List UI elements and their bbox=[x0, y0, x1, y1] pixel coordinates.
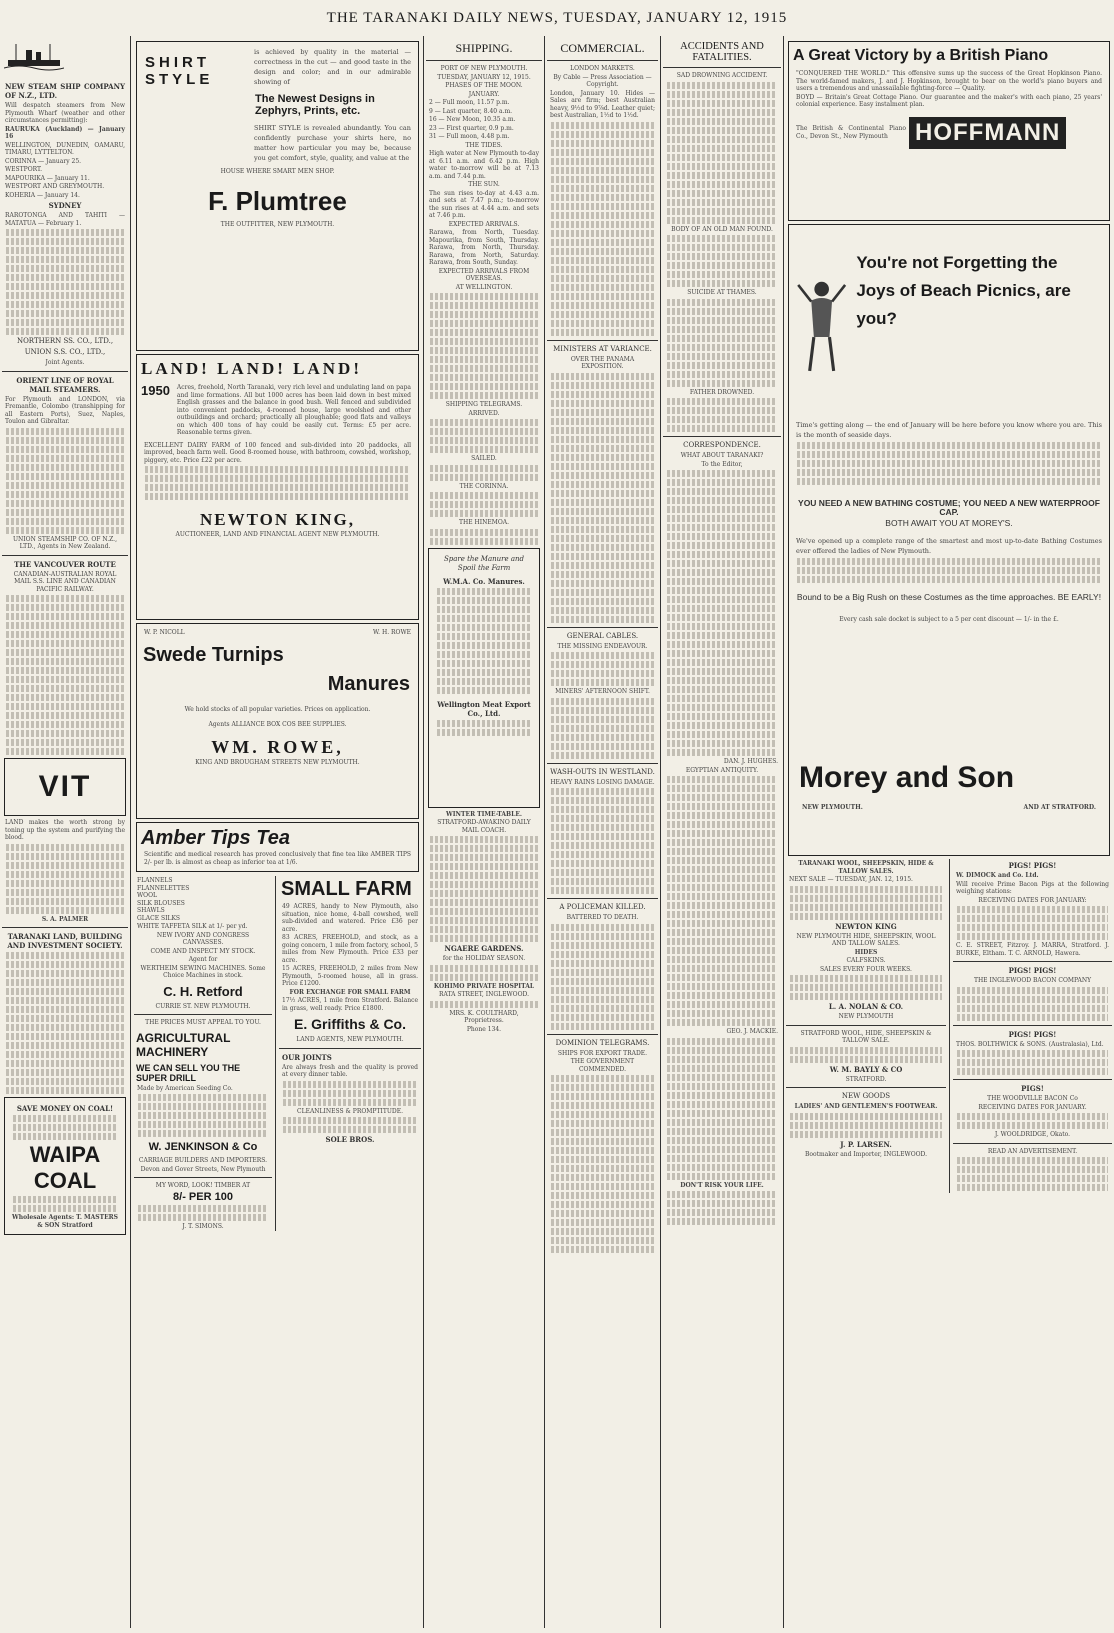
route-item: KOHERIA — January 14. bbox=[5, 191, 80, 199]
shirt-style-title: SHIRT STYLE bbox=[145, 54, 214, 88]
dimock-text: Will receive Prime Bacon Pigs at the following weighing stations: bbox=[956, 880, 1109, 895]
plumtree-outfitter: THE OUTFITTER, NEW PLYMOUTH. bbox=[220, 220, 335, 228]
taffeta-text: WHITE TAFFETA SILK at 1/- per yd. bbox=[137, 923, 248, 930]
victory-title: A Great Victory by a British Piano bbox=[793, 47, 1049, 64]
ministers-heading: MINISTERS AT VARIANCE. bbox=[553, 344, 652, 353]
farm-83: 83 ACRES, FREEHOLD, and stock, as a going concern, 1 mile from factory, school, 5 miles from New Plymouth. Price £33 per acre. bbox=[282, 934, 418, 964]
pigs-heading-4: PIGS! bbox=[1021, 1084, 1044, 1093]
shipping-heading: SHIPPING. bbox=[455, 41, 513, 55]
sydney-heading: SYDNEY bbox=[48, 201, 82, 210]
come-inspect: COME AND INSPECT MY STOCK. bbox=[150, 947, 256, 955]
simons-name: J. T. SIMONS. bbox=[182, 1222, 224, 1230]
overseas-heading: EXPECTED ARRIVALS FROM OVERSEAS. bbox=[438, 267, 530, 282]
shirt-style-text: is achieved by quality in the material — correctness in the cut — and good taste in the design and color; and in our admirable showing of bbox=[254, 48, 411, 86]
route-item: WELLINGTON, DUNEDIN, OAMARU, TIMARU, LYTTELTON. bbox=[5, 141, 125, 156]
phases-heading: PHASES OF THE MOON. bbox=[445, 82, 523, 89]
griffiths-sub: LAND AGENTS, NEW PLYMOUTH. bbox=[296, 1036, 404, 1043]
egyptian-antiquity: EGYPTIAN ANTIQUITY. bbox=[685, 766, 759, 774]
port-heading: PORT OF NEW PLYMOUTH. bbox=[440, 65, 528, 72]
save-money-heading: SAVE MONEY ON COAL! bbox=[16, 1104, 114, 1113]
our-joints: OUR JOINTS bbox=[282, 1052, 332, 1062]
opened-text: We've opened up a complete range of the smartest and most up-to-date Bathing Costumes ever offered the ladies of New Plymouth. bbox=[796, 537, 1102, 555]
coulthard: MRS. K. COULTHARD, Proprietress. bbox=[449, 1009, 519, 1024]
tides-heading: THE TIDES. bbox=[465, 141, 503, 149]
piano-ad bbox=[788, 41, 1110, 221]
stocks-text: We hold stocks of all popular varieties. Prices on application. bbox=[184, 705, 371, 713]
moon-item: 23 — First quarter, 0.9 p.m. bbox=[429, 124, 514, 132]
nicoll-name: W. P. NICOLL bbox=[144, 629, 185, 636]
larsen-name: J. P. LARSEN. bbox=[840, 1139, 892, 1149]
shipping-telegrams: SHIPPING TELEGRAMS. bbox=[445, 401, 523, 408]
column-commercial bbox=[547, 38, 658, 1628]
general-cables: GENERAL CABLES. bbox=[566, 631, 639, 640]
bolthwick: THOS. BOLTHWICK & SONS. (Australasia), Ltd. bbox=[956, 1040, 1104, 1048]
rata-street: RATA STREET, INGLEWOOD. bbox=[438, 991, 530, 998]
hoffmann-logo: HOFFMANN bbox=[909, 117, 1066, 149]
new-goods: NEW GOODS bbox=[841, 1092, 891, 1100]
british-co: The British & Continental Piano Co., Devon St., New Plymouth bbox=[796, 125, 906, 140]
prices-appeal: THE PRICES MUST APPEAL TO YOU. bbox=[145, 1019, 261, 1026]
column-right-ads bbox=[786, 38, 1112, 1628]
manure-ad bbox=[428, 548, 540, 808]
timber-price: 8/- PER 100 bbox=[173, 1190, 233, 1203]
phone-number: Phone 134. bbox=[466, 1025, 502, 1033]
tides-text: High water at New Plymouth to-day at 6.11 a.m. and 6.42 p.m. High water to-morrow will be at 7.13 a.m. and 7.44 p.m. bbox=[429, 150, 539, 180]
ivory-text: NEW IVORY AND CONGRESS CANVASSES. bbox=[156, 931, 250, 946]
battered-heading: BATTERED TO DEATH. bbox=[566, 914, 639, 921]
ships-export: SHIPS FOR EXPORT TRADE. bbox=[557, 1049, 648, 1057]
london-markets: LONDON MARKETS. bbox=[570, 65, 635, 72]
what-about-taranaki: WHAT ABOUT TARANAKI? bbox=[680, 452, 764, 459]
super-drill-sub: Made by American Seeding Co. bbox=[137, 1084, 233, 1092]
sad-drowning: SAD DROWNING ACCIDENT. bbox=[676, 72, 768, 79]
port-date: TUESDAY, JANUARY 12, 1915. bbox=[437, 73, 531, 81]
flannels-list: FLANNELS FLANNELETTES WOOL SILK BLOUSES SHAWLS GLACE SILKS bbox=[137, 877, 190, 922]
washouts-heading: WASH-OUTS IN WESTLAND. bbox=[550, 767, 655, 776]
moon-item: 2 — Full moon, 11.57 p.m. bbox=[429, 99, 510, 106]
small-farm-title: SMALL FARM bbox=[281, 878, 412, 900]
palmer-signature: S. A. PALMER bbox=[41, 915, 89, 923]
read-ad: READ AN ADVERTISEMENT. bbox=[987, 1147, 1078, 1155]
column-display-ads bbox=[134, 38, 421, 1628]
vitadatio-text: LAND makes the worth strong by toning up the system and purifying the blood. bbox=[5, 819, 125, 841]
column-rule bbox=[423, 36, 424, 1628]
orient-line: ORIENT LINE OF ROYAL MAIL STEAMERS. bbox=[16, 375, 114, 394]
newest-designs: The Newest Designs in Zephyrs, Prints, etc. bbox=[255, 93, 375, 117]
route-item: CORINNA — January 25. bbox=[5, 157, 82, 165]
rarotonga-text: RAROTONGA AND TAHITI — MATATUA — February 1. bbox=[5, 212, 125, 227]
receiving-dates: RECEIVING DATES FOR JANUARY: bbox=[978, 896, 1087, 904]
coach-heading: STRATFORD-AWAKINO DAILY MAIL COACH. bbox=[437, 819, 531, 834]
wellington-heading: AT WELLINGTON. bbox=[455, 283, 513, 291]
ngaere-sub: for the HOLIDAY SEASON. bbox=[442, 955, 526, 962]
amber-tips-sub: Scientific and medical research has proved conclusively that fine tea like AMBER TIPS 2/- per lb. is almost as cheap as inferior tea at 1/6. bbox=[144, 851, 411, 866]
shirt-more-text: SHIRT STYLE is revealed abundantly. You can confidently purchase your shirts here, no matter how particular you may be, because you get comfort, style, quality, and value at the bbox=[254, 124, 411, 162]
waipa-coal-ad bbox=[4, 1097, 126, 1235]
heavy-rains: HEAVY RAINS LOSING DAMAGE. bbox=[550, 778, 655, 786]
by-cable: By Cable — Press Association — Copyright. bbox=[553, 73, 652, 88]
inglewood-bacon: THE INGLEWOOD BACON COMPANY bbox=[973, 977, 1092, 984]
larsen-sub: Bootmaker and Importer, INGLEWOOD. bbox=[804, 1150, 928, 1158]
joint-agents: Joint Agents. bbox=[45, 359, 85, 366]
shirt-style-ad bbox=[136, 41, 419, 351]
hides-heading: HIDES bbox=[854, 948, 878, 956]
np-hide-sales: NEW PLYMOUTH HIDE, SHEEPSKIN, WOOL AND TALLOW SALES. bbox=[796, 932, 936, 947]
wellington-meat: Wellington Meat Export Co., Ltd. bbox=[437, 699, 531, 718]
woodville-dates: RECEIVING DATES FOR JANUARY. bbox=[978, 1103, 1087, 1111]
company-name: NEW STEAM SHIP COMPANY OF N.Z., LTD. bbox=[5, 82, 125, 100]
hinemoa-heading: THE HINEMOA. bbox=[458, 519, 510, 526]
super-drill: WE CAN SELL YOU THE SUPER DRILL bbox=[136, 1062, 241, 1083]
policeman-killed: A POLICEMAN KILLED. bbox=[559, 903, 646, 911]
time-text: Time's getting along — the end of January will be here before you know where you are. This is the month of seaside days. bbox=[796, 421, 1102, 439]
morey-son-name: Morey and Son bbox=[799, 760, 1015, 794]
route-item: MAPOURIKA — January 11. bbox=[5, 174, 90, 182]
ngaere-gardens: NGAERE GARDENS. bbox=[444, 944, 524, 953]
docket-text: Every cash sale docket is subject to a 5 per cent discount — 1/- in the £. bbox=[839, 616, 1059, 623]
route-item: RAURUKA (Auckland) — January 16 bbox=[5, 125, 125, 140]
corinna-heading: THE CORINNA. bbox=[459, 482, 509, 490]
miners-shift: MINERS' AFTERNOON SHIFT. bbox=[555, 688, 650, 695]
kohimo-hospital: KOHIMO PRIVATE HOSPITAL bbox=[433, 982, 535, 990]
morey-new-plymouth: NEW PLYMOUTH. bbox=[802, 803, 863, 811]
griffiths-name: E. Griffiths & Co. bbox=[294, 1016, 406, 1032]
dominion-telegrams: DOMINION TELEGRAMS. bbox=[555, 1038, 650, 1047]
winter-timetable: WINTER TIME-TABLE. bbox=[446, 810, 522, 818]
pigs-heading-1: PIGS! PIGS! bbox=[1008, 861, 1057, 870]
await-moreys: BOTH AWAIT YOU AT MOREY'S. bbox=[885, 518, 1013, 528]
suicide-thames: SUICIDE AT THAMES. bbox=[687, 289, 757, 296]
newton-king-2: NEWTON KING bbox=[835, 921, 897, 931]
correspondence-heading: CORRESPONDENCE. bbox=[683, 441, 761, 449]
commercial-heading: COMMERCIAL. bbox=[560, 41, 645, 55]
swede-turnips-ad bbox=[136, 623, 419, 819]
to-editor: To the Editor, bbox=[701, 460, 743, 468]
land-ad bbox=[136, 354, 419, 620]
bathing-woman-illustration bbox=[793, 229, 850, 419]
jenkinson-sub: CARRIAGE BUILDERS AND IMPORTERS. bbox=[138, 1157, 268, 1164]
boyd-text: BOYD — Britain's Great Cottage Piano. Our guarantee and the maker's with each piano, 25 years' colonial experience. Easy instalment plan. bbox=[796, 93, 1102, 108]
newton-king-sub: AUCTIONEER, LAND AND FINANCIAL AGENT NEW PLYMOUTH. bbox=[175, 531, 380, 538]
amber-tips-ad bbox=[136, 822, 419, 872]
wm-rowe-address: KING AND BROUGHAM STREETS NEW PLYMOUTH. bbox=[195, 758, 360, 766]
cleanliness: CLEANLINESS & PROMPTITUDE. bbox=[297, 1107, 403, 1115]
steamship-icon bbox=[4, 42, 64, 72]
column-rule bbox=[660, 36, 661, 1628]
waipa-agents: Wholesale Agents: T. MASTERS & SON Stratford bbox=[12, 1214, 118, 1229]
dairy-text: EXCELLENT DAIRY FARM of 100 fenced and sub-divided into 20 paddocks, all improved, beach farm well. Good 8-roomed house, with bathroom, cowshed, workshop, piggery, etc. Price £22 per acre. bbox=[144, 441, 411, 464]
stratford-wool: STRATFORD WOOL, HIDE, SHEEPSKIN & TALLOW SALE. bbox=[800, 1029, 932, 1044]
column-accidents bbox=[663, 38, 781, 1628]
moon-item: 31 — Full moon, 4.48 p.m. bbox=[429, 133, 510, 140]
route-item: WESTPORT AND GREYMOUTH. bbox=[5, 183, 105, 190]
column-rule bbox=[544, 36, 545, 1628]
january-heading: JANUARY. bbox=[468, 90, 500, 98]
northern-co: NORTHERN SS. CO., LTD., bbox=[16, 337, 114, 345]
arrived-heading: ARRIVED. bbox=[468, 409, 500, 417]
despatch-text: Will despatch steamers from New Plymouth Wharf (weather and other circumstances permitting): bbox=[5, 102, 125, 124]
union-ss-agents: UNION STEAMSHIP CO. OF N.Z., LTD., Agents in New Zealand. bbox=[13, 535, 117, 550]
manures-title: Manures bbox=[327, 672, 410, 695]
wertheim-text: WERTHEIM SEWING MACHINES. Some Choice Machines in stock. bbox=[140, 964, 266, 979]
wm-rowe-name: WM. ROWE, bbox=[211, 736, 344, 757]
plumtree-name: F. Plumtree bbox=[208, 185, 347, 216]
masthead: THE TARANAKI DAILY NEWS, TUESDAY, JANUARY 12, 1915 bbox=[326, 10, 788, 26]
agents-text: Agents ALLIANCE BOX COS BEE SUPPLIES. bbox=[208, 721, 347, 728]
calfskins-heading: CALFSKINS. bbox=[846, 957, 886, 964]
agent-for: Agent for bbox=[188, 956, 218, 963]
farm-15: 15 ACRES, FREEHOLD, 2 miles from New Plymouth, 5-roomed house, all in grass. Price £1200. bbox=[282, 965, 418, 987]
mackie-signature: GEO. J. MACKIE. bbox=[726, 1028, 778, 1035]
expected-text: Rarawa, from North, Tuesday. Mapourika, from South, Thursday. Rarawa, from North, Thursday. Rarawa, from North, Saturday. Rarawa, from South, Sunday. bbox=[429, 229, 539, 266]
land-heading: LAND! LAND! LAND! bbox=[141, 359, 362, 378]
london-text: London, January 10. Hides — Sales are firm; best Australian heavy, 9½d to 9⅞d. Leather quiet; best Australian, 1½d to 1½d. bbox=[550, 89, 655, 119]
wooldridge: J. WOOLDRIDGE, Okato. bbox=[994, 1131, 1071, 1138]
sales-every: SALES EVERY FOUR WEEKS. bbox=[820, 965, 912, 973]
currie-st: CURRIE ST. NEW PLYMOUTH. bbox=[155, 1002, 251, 1010]
column-rule bbox=[783, 36, 784, 1628]
jenkinson-name: W. JENKINSON & Co bbox=[148, 1141, 258, 1153]
woodville-bacon: THE WOODVILLE BACON Co bbox=[987, 1095, 1078, 1102]
swede-turnips-title: Swede Turnips bbox=[143, 643, 284, 666]
bayly-sub: STRATFORD. bbox=[845, 1075, 887, 1083]
spare-manure: Spare the Manure and Spoil the Farm bbox=[443, 554, 525, 572]
bayly-name: W. M. BAYLY & CO bbox=[829, 1064, 903, 1074]
land-acres-number: 1950 bbox=[141, 383, 170, 398]
bathing-costume: YOU NEED A NEW BATHING COSTUME; YOU NEED A NEW WATERPROOF CAP. bbox=[798, 498, 1100, 517]
pig-signers: C. E. STREET, Fitzroy. J. MARRA, Stratford. J. BURKE, Eltham. T. C. ARNOLD, Hawera. bbox=[956, 942, 1109, 957]
missing-endeavour: THE MISSING ENDEAVOUR. bbox=[557, 642, 648, 650]
jenkinson-address: Devon and Gover Streets, New Plymouth bbox=[140, 1165, 266, 1173]
farm-49: 49 ACRES, handy to New Plymouth, also situation, nice home, 4-ball cowshed, well sub-divided and watered. Price £36 per acre. bbox=[282, 903, 418, 933]
route-item: WESTPORT. bbox=[5, 166, 43, 173]
pigs-heading-3: PIGS! PIGS! bbox=[1008, 1029, 1057, 1039]
orient-text: For Plymouth and LONDON, via Fremantle, Colombo (transhipping for all Eastern Ports), Suez, Naples, Toulon and Gibraltar. bbox=[5, 395, 125, 425]
sun-heading: THE SUN. bbox=[468, 181, 500, 188]
victory-text: "CONQUERED THE WORLD." This offensive sums up the success of the Great Hopkinson Piano. The world-famed makers, J. and J. Hopkinson, brought to bear on the world's piano buyers and users a tremendous and unassailable fighting-force — Quality. bbox=[796, 70, 1102, 92]
hughes-signature: DAN. J. HUGHES. bbox=[723, 758, 778, 765]
accidents-heading: ACCIDENTS AND FATALITIES. bbox=[680, 41, 764, 63]
morey-ad bbox=[788, 224, 1110, 856]
waipa-coal-title: WAIPA COAL bbox=[29, 1142, 101, 1193]
old-man-found: BODY OF AN OLD MAN FOUND. bbox=[671, 225, 773, 233]
retford-name: C. H. Retford bbox=[163, 983, 243, 999]
newton-king-name: NEWTON KING, bbox=[200, 510, 355, 529]
column-rule bbox=[130, 36, 131, 1628]
big-rush: Bound to be a Big Rush on these Costumes as the time approaches. BE EARLY! bbox=[796, 592, 1102, 602]
taranaki-land-society: TARANAKI LAND, BUILDING AND INVESTMENT SOCIETY. bbox=[7, 932, 123, 950]
vitadatio-ad-graphic: VIT bbox=[4, 758, 126, 816]
smart-men-shop: HOUSE WHERE SMART MEN SHOP. bbox=[220, 168, 335, 175]
panama-heading: OVER THE PANAMA EXPOSITION. bbox=[570, 355, 635, 370]
farm-17: 17½ ACRES, 1 mile from Stratford. Balance in grass, well ready. Price £1800. bbox=[282, 997, 418, 1012]
joints-text: Are always fresh and the quality is proved at every dinner table. bbox=[282, 1063, 418, 1078]
exchange-heading: FOR EXCHANGE FOR SMALL FARM bbox=[289, 988, 411, 996]
union-co: UNION S.S. CO., LTD., bbox=[24, 348, 106, 356]
rowe-name: W. H. ROWE bbox=[373, 629, 411, 636]
pigs-heading-2: PIGS! PIGS! bbox=[1008, 966, 1057, 975]
agri-machinery: AGRICULTURAL MACHINERY bbox=[136, 1030, 231, 1059]
sailed-heading: SAILED. bbox=[471, 455, 497, 462]
dont-risk: DON'T RISK YOUR LIFE. bbox=[680, 1181, 764, 1189]
column-shipping-news bbox=[426, 38, 542, 1628]
footwear: LADIES' AND GENTLEMEN'S FOOTWEAR. bbox=[794, 1103, 938, 1110]
taranaki-wool: TARANAKI WOOL, SHEEPSKIN, HIDE & TALLOW SALES. bbox=[798, 860, 934, 875]
moon-item: 9 — Last quarter, 8.40 a.m. bbox=[429, 107, 513, 115]
column-shipping-ads bbox=[2, 38, 128, 1628]
timber-heading: MY WORD, LOOK! TIMBER AT bbox=[155, 1182, 251, 1189]
sun-text: The sun rises to-day at 4.43 a.m. and sets at 7.47 p.m.; to-morrow the sun rises at 4.44 a.m. and sets at 7.46 p.m. bbox=[429, 189, 539, 219]
nolan-name: L. A. NOLAN & CO. bbox=[828, 1002, 904, 1011]
father-drowned: FATHER DROWNED. bbox=[689, 388, 755, 396]
government-commended: THE GOVERNMENT COMMENDED. bbox=[570, 1058, 635, 1073]
forgetting-heading: You're not Forgetting the Joys of Beach Picnics, are you? bbox=[856, 253, 1071, 328]
next-sale: NEXT SALE — TUESDAY, JAN. 12, 1915. bbox=[789, 876, 913, 883]
canadian-line: CANADIAN-AUSTRALIAN ROYAL MAIL S.S. LINE AND CANADIAN PACIFIC RAILWAY. bbox=[13, 570, 117, 593]
sole-bros: SOLE BROS. bbox=[325, 1135, 375, 1144]
moon-item: 16 — New Moon, 10.35 a.m. bbox=[429, 116, 516, 123]
vancouver-route: THE VANCOUVER ROUTE bbox=[14, 559, 116, 569]
dimock-name: W. DIMOCK and Co. Ltd. bbox=[956, 872, 1039, 879]
expected-heading: EXPECTED ARRIVALS. bbox=[448, 220, 520, 228]
amber-tips-title: Amber Tips Tea bbox=[141, 827, 290, 849]
morey-stratford: AND AT STRATFORD. bbox=[1023, 803, 1096, 811]
land-text: Acres, freehold, North Taranaki, very rich level and undulating land on papa and lime formations. All but 1000 acres has been laid down in best mixed English grasses and the balance in good bush. Well fenced and subdivided into convenient paddocks, 4-roomed house, large woolshed and other outbuildings and orchard; practically all ploughable; good flats and valleys on which 400 tons of hay could be easily cut. Terms: £5 per acre. Reasonable terms given. bbox=[176, 384, 411, 436]
nolan-sub: NEW PLYMOUTH bbox=[838, 1013, 894, 1020]
wmco-manures: W.M.A. Co. Manures. bbox=[443, 576, 525, 586]
